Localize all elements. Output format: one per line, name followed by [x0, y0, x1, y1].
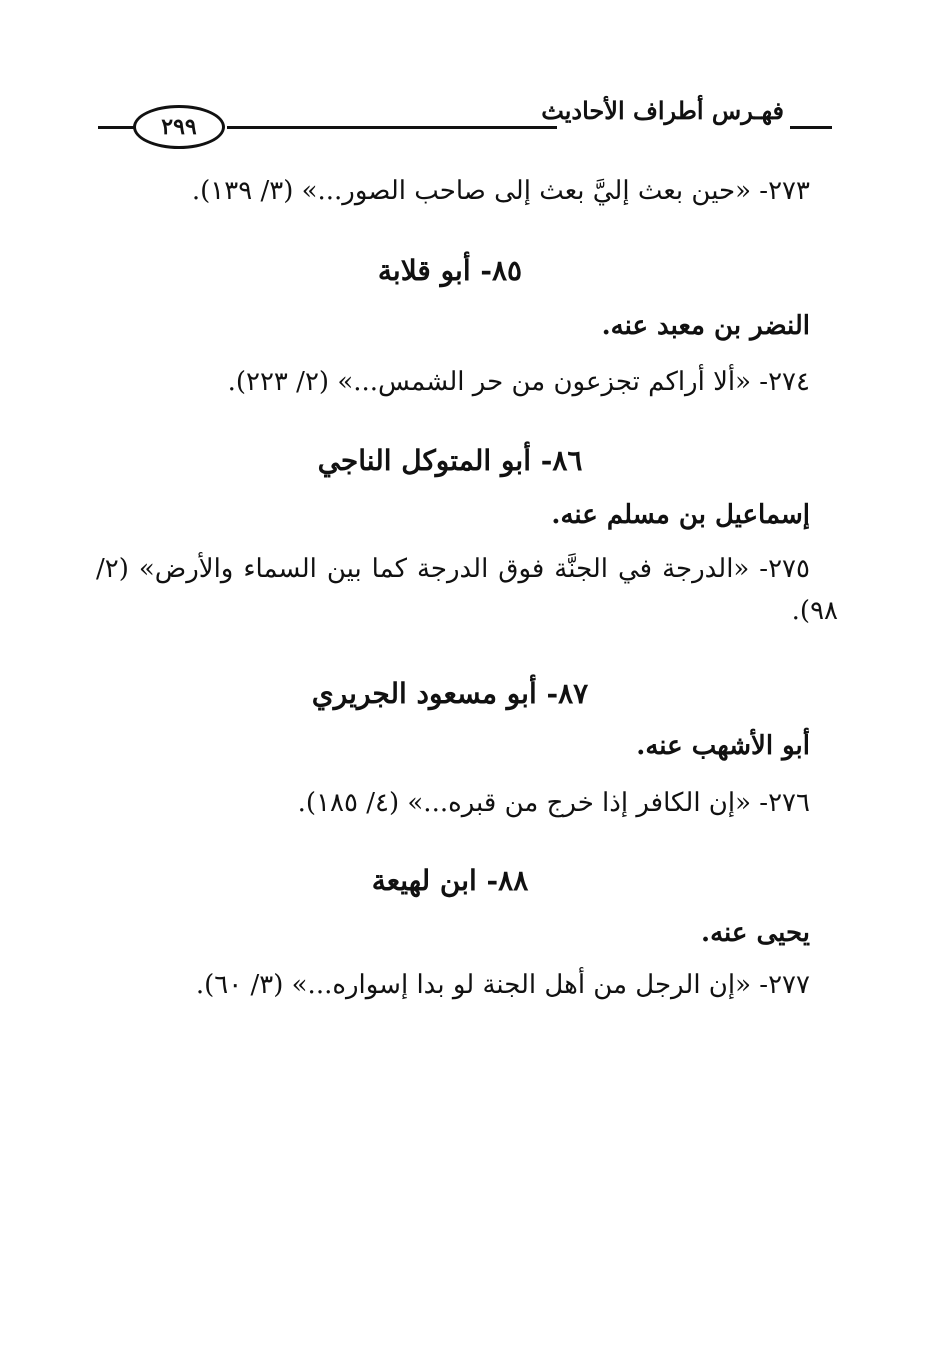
narrator-line: يحيى عنه.: [701, 918, 810, 948]
page-number: ٢٩٩: [133, 105, 225, 149]
header-rule-right: [790, 126, 832, 129]
section-heading: ٨٦- أبو المتوكل الناجي: [317, 444, 583, 477]
section-heading: ٨٥- أبو قلابة: [377, 254, 523, 287]
hadith-line: ٢٧٦- «إن الكافر إذا خرج من قبره...» (٤/ ١٨٥).: [297, 788, 810, 818]
hadith-line-continuation: ٩٨).: [791, 596, 838, 626]
hadith-line: ٢٧٣- «حين بعث إليَّ بعث إلى صاحب الصور...» (٣/ ١٣٩).: [191, 176, 810, 206]
narrator-line: أبو الأشهب عنه.: [636, 731, 810, 761]
running-header-title: فهـرس أطراف الأحاديث: [541, 96, 784, 125]
header-rule-left: [98, 126, 134, 129]
section-heading: ٨٨- ابن لهيعة: [371, 864, 529, 897]
hadith-line: ٢٧٤- «ألا أراكم تجزعون من حر الشمس...» (٢/ ٢٢٣).: [227, 367, 810, 397]
hadith-line: ٢٧٧- «إن الرجل من أهل الجنة لو بدا إسواره...» (٣/ ٦٠).: [195, 970, 810, 1000]
narrator-line: إسماعيل بن مسلم عنه.: [551, 500, 810, 530]
header-rule-middle: [227, 126, 557, 129]
section-heading: ٨٧- أبو مسعود الجريري: [311, 677, 589, 710]
hadith-line: ٢٧٥- «الدرجة في الجنَّة فوق الدرجة كما بين السماء والأرض» (٢/: [96, 554, 810, 584]
narrator-line: النضر بن معبد عنه.: [601, 311, 810, 341]
